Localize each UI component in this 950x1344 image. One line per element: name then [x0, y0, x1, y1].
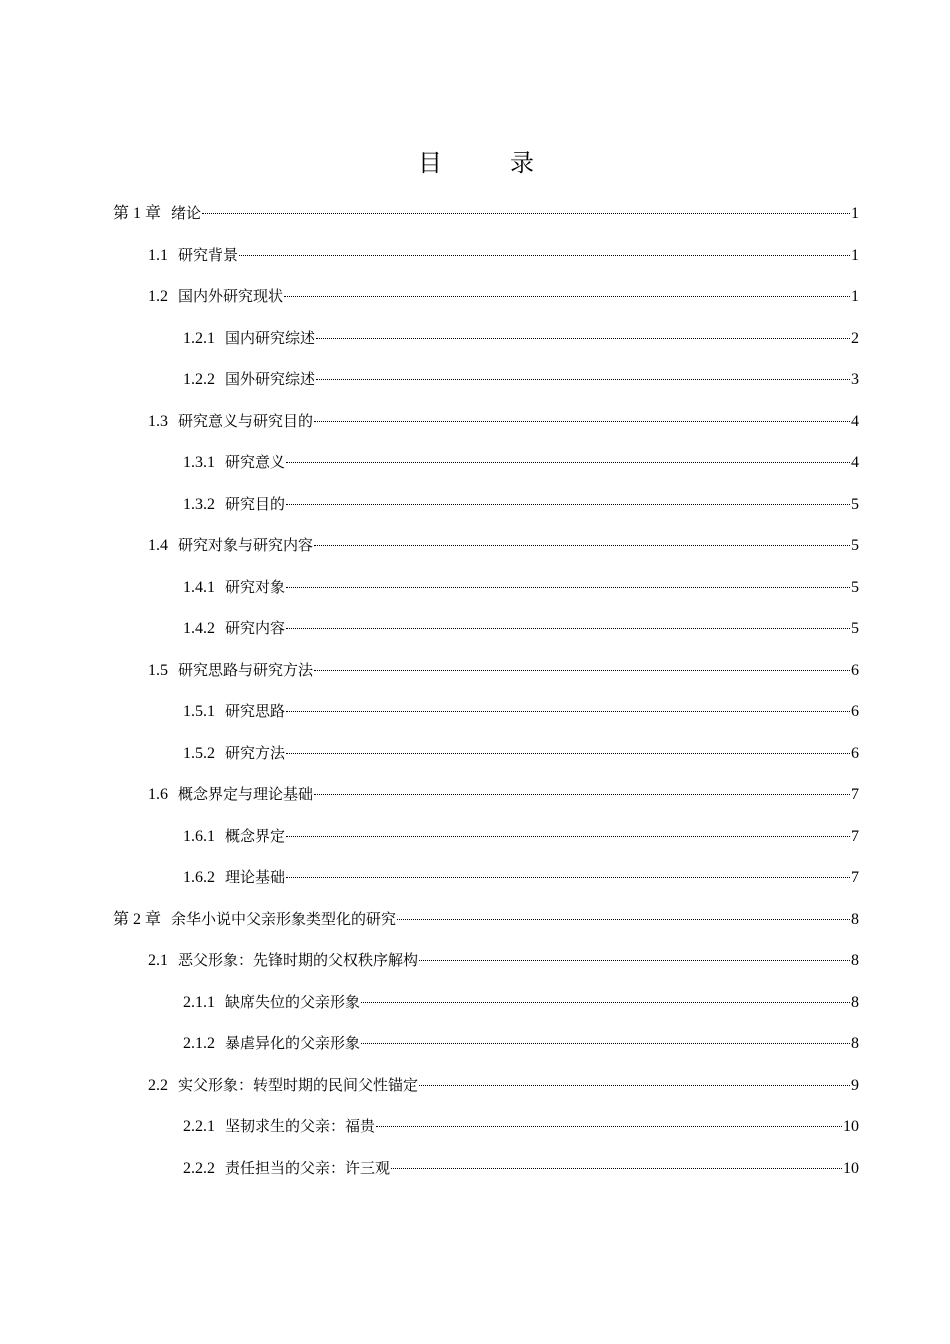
toc-entry-title: 研究方法 — [225, 743, 286, 762]
toc-dot-leader — [316, 379, 850, 380]
toc-entry[interactable] — [113, 201, 859, 225]
toc-dot-leader — [314, 794, 850, 795]
toc-entry-number: 1.3.2 — [183, 495, 215, 513]
toc-entry-page-number: 5 — [851, 537, 859, 554]
toc-entry-title: 恶父形象：先锋时期的父权秩序解构 — [178, 951, 419, 969]
toc-entry-title: 研究意义 — [225, 453, 286, 471]
toc-entry-number: 1.4.2 — [183, 620, 215, 637]
toc-entry[interactable] — [183, 616, 859, 640]
toc-entry-page-number: 8 — [851, 952, 859, 969]
toc-entry[interactable] — [183, 367, 859, 391]
toc-entry-page-number: 1 — [851, 246, 859, 264]
toc-dot-leader — [286, 753, 850, 754]
toc-entry-title: 缺席失位的父亲形象 — [225, 992, 361, 1011]
toc-entry-page-number: 9 — [851, 1076, 859, 1094]
toc-entry-number: 1.2 — [148, 288, 168, 305]
toc-entry-page-number: 5 — [851, 578, 859, 596]
toc-entry-number: 2.1.1 — [183, 993, 215, 1011]
toc-entry-page-number: 5 — [851, 620, 859, 637]
toc-entry-page-number: 8 — [851, 993, 859, 1011]
toc-dot-leader — [284, 296, 850, 297]
toc-entry-title: 研究对象与研究内容 — [178, 536, 314, 554]
toc-dot-leader — [314, 670, 850, 671]
toc-entry-title: 国外研究综述 — [225, 370, 316, 388]
toc-title: 目 录 — [418, 149, 556, 177]
toc-entry-number: 1.3 — [148, 412, 168, 430]
toc-entry[interactable] — [183, 326, 859, 350]
toc-entry-title: 责任担当的父亲：许三观 — [225, 1158, 391, 1177]
toc-entry[interactable] — [183, 865, 859, 889]
toc-entry-title: 余华小说中父亲形象类型化的研究 — [171, 909, 397, 928]
toc-entry-page-number: 10 — [843, 1118, 859, 1135]
toc-entry-number: 1.5.1 — [183, 703, 215, 720]
toc-dot-leader — [286, 711, 850, 712]
toc-entry-title: 坚韧求生的父亲：福贵 — [225, 1117, 376, 1135]
toc-dot-leader — [239, 255, 850, 256]
toc-entry-number: 1.5 — [148, 661, 168, 679]
toc-dot-leader — [202, 213, 850, 214]
toc-entry[interactable] — [183, 741, 859, 765]
toc-entry-number: 1.4 — [148, 537, 168, 554]
toc-entry-number: 2.1.2 — [183, 1035, 215, 1052]
toc-entry-number: 1.4.1 — [183, 578, 215, 596]
toc-dot-leader — [286, 504, 850, 505]
toc-entry-page-number: 4 — [851, 412, 859, 430]
toc-dot-leader — [391, 1168, 842, 1169]
toc-entry-number: 1.6 — [148, 786, 168, 803]
toc-entry[interactable] — [148, 658, 859, 682]
toc-entry[interactable] — [183, 1114, 859, 1138]
toc-entry-title: 研究背景 — [178, 245, 239, 264]
toc-entry-page-number: 7 — [851, 827, 859, 845]
toc-dot-leader — [286, 628, 850, 629]
toc-entry-number: 1.2.2 — [183, 371, 215, 388]
toc-entry[interactable] — [148, 409, 859, 433]
toc-entry-title: 研究目的 — [225, 494, 286, 513]
toc-entry-page-number: 7 — [851, 869, 859, 886]
toc-entry-number: 1.2.1 — [183, 329, 215, 347]
toc-entry-title: 理论基础 — [225, 868, 286, 886]
toc-entry-title: 研究意义与研究目的 — [178, 411, 314, 430]
toc-entry[interactable] — [148, 1073, 859, 1097]
toc-entry-page-number: 10 — [843, 1159, 859, 1177]
toc-dot-leader — [286, 587, 850, 588]
toc-dot-leader — [397, 919, 850, 920]
toc-entry-page-number: 5 — [851, 495, 859, 513]
toc-entry[interactable] — [183, 1156, 859, 1180]
toc-dot-leader — [286, 836, 850, 837]
toc-entry[interactable] — [148, 284, 859, 308]
toc-entry[interactable] — [183, 492, 859, 516]
toc-dot-leader — [314, 545, 850, 546]
toc-entry-number: 1.1 — [148, 246, 168, 264]
toc-dot-leader — [376, 1126, 842, 1127]
toc-entry-title: 国内外研究现状 — [178, 287, 284, 305]
toc-entry-title: 实父形象：转型时期的民间父性锚定 — [178, 1075, 419, 1094]
toc-entry-page-number: 6 — [851, 661, 859, 679]
toc-entry[interactable] — [183, 699, 859, 723]
toc-entry-page-number: 8 — [851, 910, 859, 928]
toc-entry-number: 2.2.2 — [183, 1159, 215, 1177]
toc-entry-page-number: 1 — [851, 288, 859, 305]
toc-entry[interactable] — [183, 824, 859, 848]
toc-entry-number: 1.6.2 — [183, 869, 215, 886]
toc-entry[interactable] — [113, 907, 859, 931]
toc-entry-page-number: 4 — [851, 454, 859, 471]
toc-entry[interactable] — [148, 243, 859, 267]
toc-entry[interactable] — [183, 575, 859, 599]
toc-entry-title: 研究思路 — [225, 702, 286, 720]
toc-entry-page-number: 1 — [851, 205, 859, 222]
toc-entry[interactable] — [148, 533, 859, 557]
toc-dot-leader — [314, 421, 850, 422]
toc-entry-number: 第 1 章 — [113, 205, 162, 222]
toc-entry-page-number: 3 — [851, 371, 859, 388]
toc-entry-number: 1.3.1 — [183, 454, 215, 471]
toc-entry-number: 1.5.2 — [183, 744, 215, 762]
toc-entry[interactable] — [148, 948, 859, 972]
toc-entry-title: 国内研究综述 — [225, 328, 316, 347]
toc-entry-number: 第 2 章 — [113, 910, 162, 928]
toc-dot-leader — [419, 1085, 850, 1086]
toc-entry[interactable] — [148, 782, 859, 806]
toc-entry-number: 2.2 — [148, 1076, 168, 1094]
toc-entry-page-number: 8 — [851, 1035, 859, 1052]
toc-entry-page-number: 7 — [851, 786, 859, 803]
toc-dot-leader — [286, 877, 850, 878]
toc-entry-title: 研究对象 — [225, 577, 286, 596]
toc-entry-title: 研究思路与研究方法 — [178, 660, 314, 679]
toc-entry[interactable] — [183, 1031, 859, 1055]
toc-entry-page-number: 6 — [851, 744, 859, 762]
toc-entry-title: 概念界定 — [225, 826, 286, 845]
toc-entry-page-number: 6 — [851, 703, 859, 720]
toc-dot-leader — [419, 960, 850, 961]
toc-dot-leader — [361, 1002, 850, 1003]
toc-dot-leader — [361, 1043, 850, 1044]
toc-entry-page-number: 2 — [851, 329, 859, 347]
toc-entry-number: 2.1 — [148, 952, 168, 969]
toc-entry-number: 2.2.1 — [183, 1118, 215, 1135]
toc-entry-title: 研究内容 — [225, 619, 286, 637]
toc-dot-leader — [316, 338, 850, 339]
toc-entry-title: 概念界定与理论基础 — [178, 785, 314, 803]
toc-entry-title: 暴虐异化的父亲形象 — [225, 1034, 361, 1052]
toc-entry-number: 1.6.1 — [183, 827, 215, 845]
toc-dot-leader — [286, 462, 850, 463]
toc-entry-title: 绪论 — [171, 204, 202, 222]
toc-entry[interactable] — [183, 990, 859, 1014]
toc-entry[interactable] — [183, 450, 859, 474]
